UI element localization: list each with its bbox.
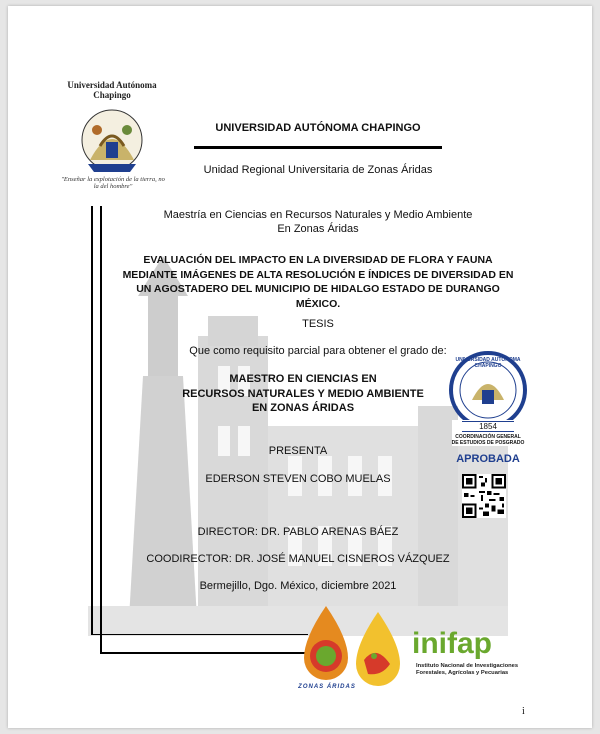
program-line-2: En Zonas Áridas: [277, 223, 359, 235]
program-line-1: Maestría en Ciencias en Recursos Naturales y Medio Ambiente: [163, 209, 473, 221]
thesis-title-line-3: UN AGOSTADERO DEL MUNICIPIO DE HIDALGO ESTADO DE DURANGO: [136, 283, 500, 295]
page-number: i: [522, 706, 525, 717]
frame-bottom-inner: [100, 652, 308, 654]
seal-status: APROBADA: [456, 453, 520, 465]
codirector: COODIRECTOR: DR. JOSÉ MANUEL CISNEROS VÁZQUEZ: [146, 553, 450, 565]
director: DIRECTOR: DR. PABLO ARENAS BÁEZ: [197, 526, 399, 538]
inifap-caption: [416, 663, 586, 677]
doc-type: TESIS: [302, 318, 334, 330]
regional-unit: Unidad Regional Universitaria de Zonas Áridas: [203, 164, 433, 176]
zonas-aridas-label: ZONAS ÁRIDAS: [298, 684, 356, 690]
author-name: EDERSON STEVEN COBO MUELAS: [205, 473, 391, 485]
thesis-title-line-4: MÉXICO.: [295, 297, 341, 310]
frame-left-outer: [91, 206, 93, 634]
requirement-text: Que como requisito parcial para obtener el grado de:: [189, 345, 447, 357]
thesis-title-line-1: EVALUACIÓN DEL IMPACTO EN LA DIVERSIDAD DE FLORA Y FAUNA: [143, 254, 493, 266]
presenta-label: PRESENTA: [268, 445, 328, 457]
qr-code: [462, 474, 506, 518]
inifap-line-1: Instituto Nacional de Investigaciones: [416, 663, 519, 669]
place-date: Bermejillo, Dgo. México, diciembre 2021: [199, 580, 397, 592]
degree-line-1: MAESTRO EN CIENCIAS EN: [229, 373, 377, 385]
thesis-title: [108, 253, 528, 311]
seal-year: 1854: [462, 421, 514, 432]
frame-bottom-outer: [91, 634, 308, 635]
header-rule: [194, 146, 442, 149]
frame-left-inner: [100, 206, 102, 654]
seal-line-2: DE ESTUDIOS DE POSGRADO: [451, 440, 525, 446]
inifap-line-2: Forestales, Agrícolas y Pecuarias: [416, 670, 509, 676]
degree-line-3: EN ZONAS ÁRIDAS: [251, 402, 355, 414]
degree-block: [168, 372, 438, 416]
logo-arc-text: Universidad Autónoma Chapingo: [67, 80, 157, 100]
program-block: [128, 208, 508, 236]
university-name: UNIVERSIDAD AUTÓNOMA CHAPINGO: [215, 122, 421, 134]
thesis-title-line-2: MEDIANTE IMÁGENES DE ALTA RESOLUCIÓN E ÍNDICES DE DIVERSIDAD EN: [122, 268, 514, 281]
seal-caption: [444, 434, 532, 446]
degree-line-2: RECURSOS NATURALES Y MEDIO AMBIENTE: [182, 387, 424, 400]
seal-arc-text: UNIVERSIDAD AUTÓNOMA CHAPINGO: [455, 357, 521, 369]
inifap-wordmark: inifap: [412, 627, 492, 660]
logo-motto: "Enseñar la explotación de la tierra, no la del hombre": [61, 176, 165, 190]
thesis-cover-page: [8, 6, 592, 728]
seal-line-1: COORDINACIÓN GENERAL: [455, 434, 521, 440]
